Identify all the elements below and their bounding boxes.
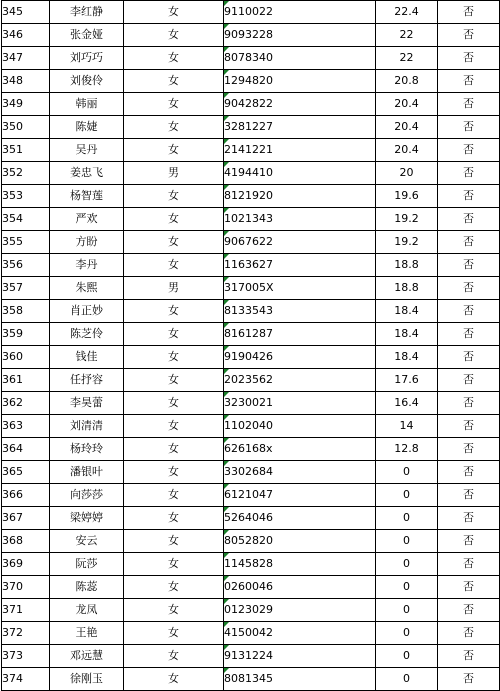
table-row [2,300,500,323]
score-cell[interactable]: 0 [376,530,438,553]
score-cell[interactable]: 18.8 [376,254,438,277]
score-cell[interactable]: 0 [376,599,438,622]
score-cell[interactable]: 0 [376,622,438,645]
id-cell[interactable]: 317005X [224,277,376,300]
id-cell[interactable]: 8081345 [224,668,376,691]
flag-cell[interactable]: 否 [438,139,500,162]
score-cell[interactable]: 18.4 [376,323,438,346]
row-number-cell[interactable]: 373 [2,645,50,668]
table-row [2,185,500,208]
row-number-cell[interactable]: 346 [2,24,50,47]
score-cell[interactable]: 0 [376,553,438,576]
score-cell[interactable]: 0 [376,484,438,507]
row-number-cell[interactable]: 358 [2,300,50,323]
score-cell[interactable]: 22.4 [376,1,438,24]
sex-cell[interactable]: 女 [124,553,224,576]
table-row [2,346,500,369]
name-cell[interactable]: 姜忠飞 [50,162,124,185]
table-row [2,530,500,553]
score-cell[interactable]: 17.6 [376,369,438,392]
flag-cell[interactable]: 否 [438,1,500,24]
score-cell[interactable]: 12.8 [376,438,438,461]
id-cell[interactable]: 9093228 [224,24,376,47]
table-row [2,47,500,70]
score-cell[interactable]: 22 [376,24,438,47]
sex-cell[interactable]: 女 [124,599,224,622]
row-number-cell[interactable]: 371 [2,599,50,622]
id-cell[interactable]: 2141221 [224,139,376,162]
results-table [1,0,500,691]
name-cell[interactable]: 张金娅 [50,24,124,47]
row-number-cell[interactable]: 362 [2,392,50,415]
row-number-cell[interactable]: 348 [2,70,50,93]
table-row [2,415,500,438]
sex-cell[interactable]: 女 [124,24,224,47]
flag-cell[interactable]: 否 [438,415,500,438]
flag-cell[interactable]: 否 [438,369,500,392]
table-row [2,139,500,162]
flag-cell[interactable]: 否 [438,461,500,484]
sex-cell[interactable]: 女 [124,208,224,231]
table-row [2,622,500,645]
score-cell[interactable]: 19.6 [376,185,438,208]
sex-cell[interactable]: 女 [124,300,224,323]
score-cell[interactable]: 14 [376,415,438,438]
table-row [2,323,500,346]
id-cell[interactable]: 3302684 [224,461,376,484]
sex-cell[interactable]: 女 [124,254,224,277]
name-cell[interactable]: 钱佳 [50,346,124,369]
name-cell[interactable]: 阮莎 [50,553,124,576]
sex-cell[interactable]: 女 [124,346,224,369]
sex-cell[interactable]: 男 [124,162,224,185]
id-cell[interactable]: 1102040 [224,415,376,438]
score-cell[interactable]: 18.8 [376,277,438,300]
row-number-cell[interactable]: 355 [2,231,50,254]
name-cell[interactable]: 刘巧巧 [50,47,124,70]
name-cell[interactable]: 刘俊伶 [50,70,124,93]
flag-cell[interactable]: 否 [438,231,500,254]
name-cell[interactable]: 杨玲玲 [50,438,124,461]
row-number-cell[interactable]: 354 [2,208,50,231]
score-cell[interactable]: 20.8 [376,70,438,93]
id-cell[interactable]: 626168x [224,438,376,461]
flag-cell[interactable]: 否 [438,300,500,323]
id-cell[interactable]: 9067622 [224,231,376,254]
score-cell[interactable]: 16.4 [376,392,438,415]
row-number-cell[interactable]: 360 [2,346,50,369]
id-cell[interactable]: 1021343 [224,208,376,231]
table-row [2,668,500,691]
row-number-cell[interactable]: 361 [2,369,50,392]
score-cell[interactable]: 20.4 [376,116,438,139]
flag-cell[interactable]: 否 [438,323,500,346]
flag-cell[interactable]: 否 [438,185,500,208]
id-cell[interactable]: 9042822 [224,93,376,116]
id-cell[interactable]: 5264046 [224,507,376,530]
name-cell[interactable]: 李红静 [50,1,124,24]
table-row [2,461,500,484]
score-cell[interactable]: 18.4 [376,300,438,323]
id-cell[interactable]: 9131224 [224,645,376,668]
id-cell[interactable]: 0123029 [224,599,376,622]
id-cell[interactable]: 4194410 [224,162,376,185]
row-number-cell[interactable]: 357 [2,277,50,300]
table-row [2,576,500,599]
sex-cell[interactable]: 女 [124,668,224,691]
row-number-cell[interactable]: 367 [2,507,50,530]
table-row [2,162,500,185]
sex-cell[interactable]: 女 [124,415,224,438]
sex-cell[interactable]: 女 [124,323,224,346]
name-cell[interactable]: 肖正妙 [50,300,124,323]
name-cell[interactable]: 方盼 [50,231,124,254]
name-cell[interactable]: 任抒容 [50,369,124,392]
flag-cell[interactable]: 否 [438,645,500,668]
flag-cell[interactable]: 否 [438,47,500,70]
row-number-cell[interactable]: 370 [2,576,50,599]
sex-cell[interactable]: 女 [124,116,224,139]
flag-cell[interactable]: 否 [438,24,500,47]
row-number-cell[interactable]: 369 [2,553,50,576]
score-cell[interactable]: 0 [376,645,438,668]
name-cell[interactable]: 刘清清 [50,415,124,438]
row-number-cell[interactable]: 359 [2,323,50,346]
table-row [2,392,500,415]
row-number-cell[interactable]: 351 [2,139,50,162]
flag-cell[interactable]: 否 [438,208,500,231]
table-row [2,599,500,622]
name-cell[interactable]: 朱熙 [50,277,124,300]
sex-cell[interactable]: 女 [124,530,224,553]
name-cell[interactable]: 严欢 [50,208,124,231]
score-cell[interactable]: 19.2 [376,208,438,231]
flag-cell[interactable]: 否 [438,530,500,553]
sex-cell[interactable]: 女 [124,369,224,392]
row-number-cell[interactable]: 364 [2,438,50,461]
id-cell[interactable]: 1145828 [224,553,376,576]
id-cell[interactable]: 9110022 [224,1,376,24]
table-row [2,116,500,139]
id-cell[interactable]: 8052820 [224,530,376,553]
sex-cell[interactable]: 女 [124,392,224,415]
row-number-cell[interactable]: 345 [2,1,50,24]
table-row [2,231,500,254]
flag-cell[interactable]: 否 [438,162,500,185]
name-cell[interactable]: 陈婕 [50,116,124,139]
sex-cell[interactable]: 女 [124,438,224,461]
id-cell[interactable]: 8121920 [224,185,376,208]
sex-cell[interactable]: 女 [124,484,224,507]
sex-cell[interactable]: 女 [124,622,224,645]
flag-cell[interactable]: 否 [438,668,500,691]
row-number-cell[interactable]: 372 [2,622,50,645]
name-cell[interactable]: 陈蕊 [50,576,124,599]
id-cell[interactable]: 0260046 [224,576,376,599]
flag-cell[interactable]: 否 [438,484,500,507]
sex-cell[interactable]: 女 [124,507,224,530]
flag-cell[interactable]: 否 [438,346,500,369]
name-cell[interactable]: 李昊蕾 [50,392,124,415]
sex-cell[interactable]: 女 [124,139,224,162]
score-cell[interactable]: 18.4 [376,346,438,369]
flag-cell[interactable]: 否 [438,116,500,139]
flag-cell[interactable]: 否 [438,576,500,599]
id-cell[interactable]: 1294820 [224,70,376,93]
table-row [2,208,500,231]
name-cell[interactable]: 王艳 [50,622,124,645]
flag-cell[interactable]: 否 [438,438,500,461]
table-row [2,553,500,576]
id-cell[interactable]: 2023562 [224,369,376,392]
flag-cell[interactable]: 否 [438,277,500,300]
name-cell[interactable]: 潘银叶 [50,461,124,484]
id-cell[interactable]: 8078340 [224,47,376,70]
row-number-cell[interactable]: 365 [2,461,50,484]
name-cell[interactable]: 梁婷婷 [50,507,124,530]
table-row [2,254,500,277]
row-number-cell[interactable]: 366 [2,484,50,507]
table-row [2,369,500,392]
score-cell[interactable]: 0 [376,507,438,530]
id-cell[interactable]: 1163627 [224,254,376,277]
sex-cell[interactable]: 女 [124,461,224,484]
id-cell[interactable]: 8161287 [224,323,376,346]
row-number-cell[interactable]: 347 [2,47,50,70]
name-cell[interactable]: 徐刚玉 [50,668,124,691]
row-number-cell[interactable]: 363 [2,415,50,438]
score-cell[interactable]: 0 [376,461,438,484]
score-cell[interactable]: 0 [376,576,438,599]
id-cell[interactable]: 8133543 [224,300,376,323]
sex-cell[interactable]: 女 [124,576,224,599]
table-row [2,507,500,530]
table-row [2,24,500,47]
flag-cell[interactable]: 否 [438,70,500,93]
flag-cell[interactable]: 否 [438,392,500,415]
flag-cell[interactable]: 否 [438,93,500,116]
sex-cell[interactable]: 女 [124,93,224,116]
flag-cell[interactable]: 否 [438,254,500,277]
id-cell[interactable]: 9190426 [224,346,376,369]
flag-cell[interactable]: 否 [438,599,500,622]
sex-cell[interactable]: 女 [124,231,224,254]
score-cell[interactable]: 22 [376,47,438,70]
name-cell[interactable]: 安云 [50,530,124,553]
sex-cell[interactable]: 女 [124,185,224,208]
row-number-cell[interactable]: 374 [2,668,50,691]
name-cell[interactable]: 陈芝伶 [50,323,124,346]
row-number-cell[interactable]: 356 [2,254,50,277]
name-cell[interactable]: 杨智莲 [50,185,124,208]
table-row [2,484,500,507]
table-row [2,645,500,668]
table-row [2,1,500,24]
name-cell[interactable]: 韩丽 [50,93,124,116]
row-number-cell[interactable]: 352 [2,162,50,185]
table-row [2,93,500,116]
id-cell[interactable]: 6121047 [224,484,376,507]
name-cell[interactable]: 邓远慧 [50,645,124,668]
sex-cell[interactable]: 女 [124,1,224,24]
flag-cell[interactable]: 否 [438,553,500,576]
table-row [2,438,500,461]
score-cell[interactable]: 20 [376,162,438,185]
row-number-cell[interactable]: 350 [2,116,50,139]
flag-cell[interactable]: 否 [438,507,500,530]
name-cell[interactable]: 向莎莎 [50,484,124,507]
id-cell[interactable]: 3230021 [224,392,376,415]
score-cell[interactable]: 20.4 [376,93,438,116]
row-number-cell[interactable]: 349 [2,93,50,116]
score-cell[interactable]: 0 [376,668,438,691]
sex-cell[interactable]: 女 [124,70,224,93]
score-cell[interactable]: 19.2 [376,231,438,254]
table-row [2,70,500,93]
row-number-cell[interactable]: 353 [2,185,50,208]
results-table-body [2,1,500,691]
sex-cell[interactable]: 女 [124,47,224,70]
id-cell[interactable]: 4150042 [224,622,376,645]
name-cell[interactable]: 吴丹 [50,139,124,162]
name-cell[interactable]: 龙凤 [50,599,124,622]
id-cell[interactable]: 3281227 [224,116,376,139]
sex-cell[interactable]: 女 [124,645,224,668]
flag-cell[interactable]: 否 [438,622,500,645]
table-row [2,277,500,300]
name-cell[interactable]: 李丹 [50,254,124,277]
sex-cell[interactable]: 男 [124,277,224,300]
row-number-cell[interactable]: 368 [2,530,50,553]
score-cell[interactable]: 20.4 [376,139,438,162]
